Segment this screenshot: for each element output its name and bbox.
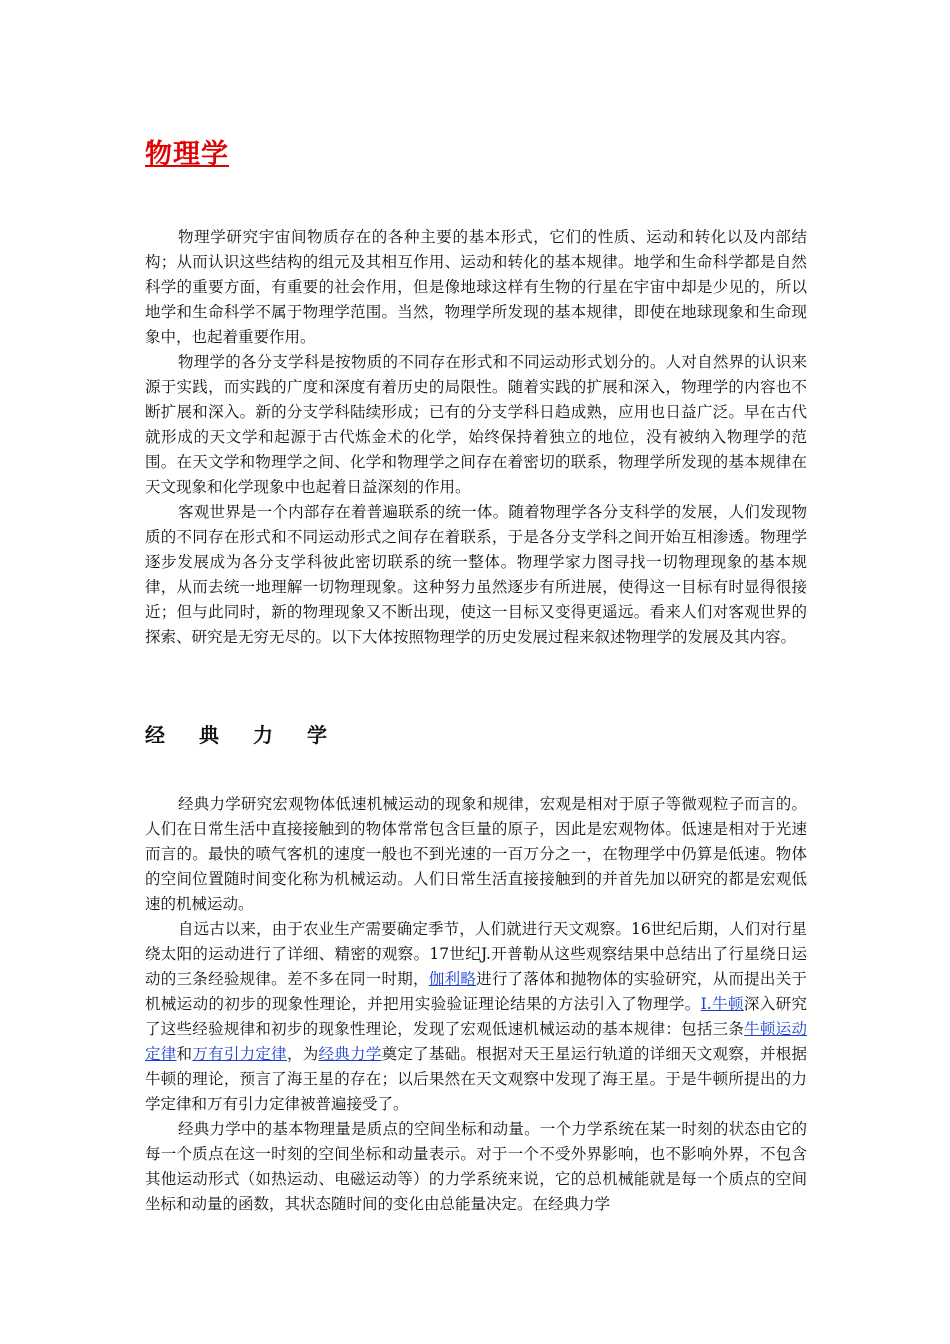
paragraph: 物理学研究宇宙间物质存在的各种主要的基本形式，它们的性质、运动和转化以及内部结构；从而认识这些结构的组元及其相互作用、运动和转化的基本规律。地学和生命科学都是自然科学的重要方面，有重要的社会作用，但是像地球这样有生物的行星在宇宙中却是少见的，所以地学和生命科学不属于物理学范围。当然，物理学所发现的基本规律，即使在地球现象和生命现象中，也起着重要作用。 xyxy=(145,228,807,346)
page-title[interactable]: 物理学 xyxy=(145,139,229,170)
text-run: 深入研究了这些经验规律和初步的现象性理论，发现了宏观低速机械运动的基本规律：包括三条 xyxy=(145,995,807,1038)
link-classical-mechanics[interactable]: 经典力学 xyxy=(318,1045,382,1063)
link-galileo[interactable]: 伽利略 xyxy=(428,970,477,988)
section-heading: 经典力学 xyxy=(145,723,361,747)
link-newton[interactable]: I.牛顿 xyxy=(700,995,744,1013)
paragraph: 经典力学研究宏观物体低速机械运动的现象和规律，宏观是相对于原子等微观粒子而言的。人们在日常生活中直接接触到的物体常常包含巨量的原子，因此是宏观物体。低速是相对于光速而言的。最快的喷气客机的速度一般也不到光速的一百万分之一，在物理学中仍算是低速。物体的空间位置随时间变化称为机械运动。人们日常生活直接接触到的并首先加以研究的都是宏观低速的机械运动。 xyxy=(145,795,807,913)
paragraph: 经典力学中的基本物理量是质点的空间坐标和动量。一个力学系统在某一时刻的状态由它的每一个质点在这一时刻的空间坐标和动量表示。对于一个不受外界影响，也不影响外界，不包含其他运动形式（如热运动、电磁运动等）的力学系统来说，它的总机械能就是每一个质点的空间坐标和动量的函数，其状态随时间的变化由总能量决定。在经典力学 xyxy=(145,1120,807,1213)
paragraph xyxy=(145,917,807,1117)
text-run: ，为 xyxy=(286,1045,319,1063)
text-run: 自远古以来，由于农业生产需要确定季节，人们就进行天文观察。16世纪后期，人们对行星绕太阳的运动进行了详细、精密的观察。17世纪J.开普勒从这些观察结果中总结出了行星绕日运动的三条经验规律。差不多在同一时期， xyxy=(145,920,807,988)
classical-mechanics-section xyxy=(145,792,807,1217)
text-run: 和 xyxy=(176,1045,193,1063)
link-newton-laws[interactable]: 牛顿运动定律 xyxy=(145,1020,807,1063)
intro-section xyxy=(145,225,807,650)
text-run: 奠定了基础。根据对天王星运行轨道的详细天文观察，并根据牛顿的理论，预言了海王星的存在；以后果然在天文观察中发现了海王星。于是牛顿所提出的力学定律和万有引力定律被普遍接受了。 xyxy=(145,1045,807,1113)
link-universal-gravitation[interactable]: 万有引力定律 xyxy=(192,1045,287,1063)
text-run: 进行了落体和抛物体的实验研究，从而提出关于机械运动的初步的现象性理论，并把用实验验证理论结果的方法引入了物理学。 xyxy=(145,970,807,1013)
paragraph: 客观世界是一个内部存在着普遍联系的统一体。随着物理学各分支科学的发展，人们发现物质的不同存在形式和不同运动形式之间存在着联系，于是各分支学科之间开始互相渗透。物理学逐步发展成为各分支学科彼此密切联系的统一整体。物理学家力图寻找一切物理现象的基本规律，从而去统一地理解一切物理现象。这种努力虽然逐步有所进展，使得这一目标有时显得很接近；但与此同时，新的物理现象又不断出现，使这一目标又变得更遥远。看来人们对客观世界的探索、研究是无穷无尽的。以下大体按照物理学的历史发展过程来叙述物理学的发展及其内容。 xyxy=(145,503,807,646)
paragraph: 物理学的各分支学科是按物质的不同存在形式和不同运动形式划分的。人对自然界的认识来源于实践，而实践的广度和深度有着历史的局限性。随着实践的扩展和深入，物理学的内容也不断扩展和深入。新的分支学科陆续形成；已有的分支学科日趋成熟，应用也日益广泛。早在古代就形成的天文学和起源于古代炼金术的化学，始终保持着独立的地位，没有被纳入物理学的范围。在天文学和物理学之间、化学和物理学之间存在着密切的联系，物理学所发现的基本规律在天文现象和化学现象中也起着日益深刻的作用。 xyxy=(145,353,807,496)
